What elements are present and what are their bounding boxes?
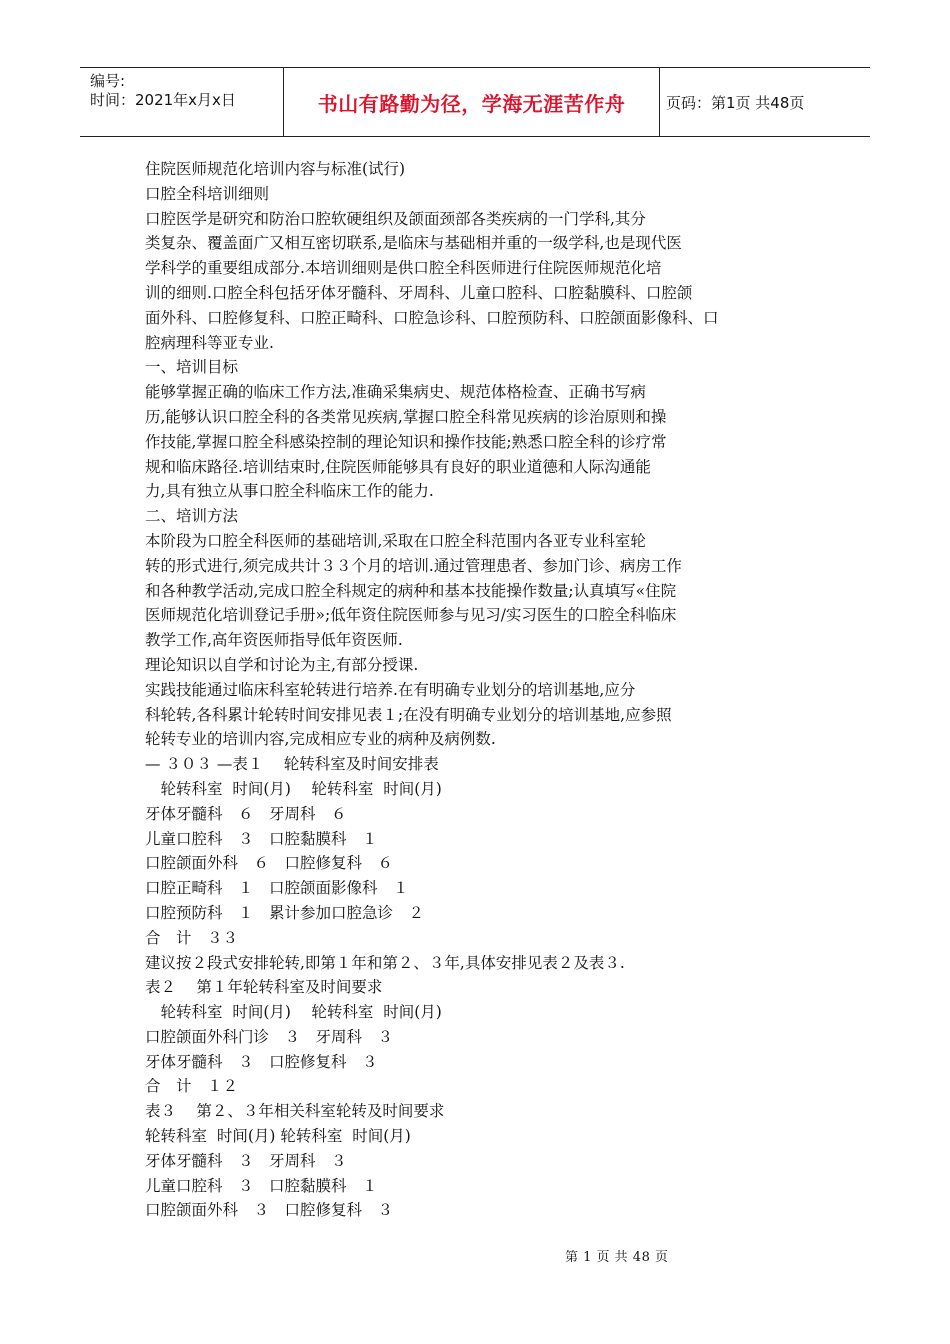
text-line: 口腔颌面外科门诊 ３ 牙周科 ３ bbox=[145, 1027, 394, 1046]
text-line: 儿童口腔科 ３ 口腔黏膜科 １ bbox=[145, 1176, 378, 1195]
text-line: 口腔颌面外科 ３ 口腔修复科 ３ bbox=[145, 1201, 394, 1220]
text-line: 实践技能通过临床科室轮转进行培养.在有明确专业划分的培训基地,应分 bbox=[145, 680, 636, 699]
document-date: 时间：2021年x月x日 bbox=[90, 91, 236, 109]
text-line: 口腔颌面外科 ６ 口腔修复科 ６ bbox=[145, 854, 394, 873]
text-line: 作技能,掌握口腔全科感染控制的理论知识和操作技能;熟悉口腔全科的诊疗常 bbox=[145, 432, 667, 451]
header-page-info: 页码：第1页 共48页 bbox=[666, 93, 805, 112]
text-line: 口腔全科培训细则 bbox=[145, 184, 270, 203]
text-line: 住院医师规范化培训内容与标准(试行) bbox=[145, 160, 406, 178]
header-motto: 书山有路勤为径，学海无涯苦作舟 bbox=[284, 68, 660, 136]
text-line: 能够掌握正确的临床工作方法,准确采集病史、规范体格检查、正确书写病 bbox=[145, 383, 646, 402]
text-line: 和各种教学活动,完成口腔全科规定的病种和基本技能操作数量;认真填写«住院 bbox=[145, 581, 677, 600]
text-line: 教学工作,高年资医师指导低年资医师. bbox=[145, 631, 403, 650]
text-line: 科轮转,各科累计轮转时间安排见表１;在没有明确专业划分的培训基地,应参照 bbox=[145, 705, 672, 724]
text-line: 面外科、口腔修复科、口腔正畸科、口腔急诊科、口腔预防科、口腔颌面影像科、口 bbox=[145, 308, 719, 327]
text-line: 表２ 第１年轮转科室及时间要求 bbox=[145, 978, 383, 997]
text-line: 口腔预防科 １ 累计参加口腔急诊 ２ bbox=[145, 903, 425, 922]
text-line: 牙体牙髓科 ６ 牙周科 ６ bbox=[145, 804, 347, 823]
text-line: 规和临床路径.培训结束时,住院医师能够具有良好的职业道德和人际沟通能 bbox=[145, 457, 651, 476]
text-line: 合 计 １２ bbox=[145, 1077, 239, 1096]
document-body bbox=[145, 157, 785, 1223]
text-line: 一、培训目标 bbox=[145, 358, 239, 377]
text-line: 本阶段为口腔全科医师的基础培训,采取在口腔全科范围内各亚专业科室轮 bbox=[145, 531, 646, 550]
text-line: 合 计 ３３ bbox=[145, 928, 239, 947]
text-line: 历,能够认识口腔全科的各类常见疾病,掌握口腔全科常见疾病的诊治原则和操 bbox=[145, 407, 667, 426]
page-footer: 第 1 页 共 48 页 bbox=[565, 1250, 669, 1265]
text-line: 理论知识以自学和讨论为主,有部分授课. bbox=[145, 655, 419, 674]
text-line: 轮转科室 时间(月) 轮转科室 时间(月) bbox=[145, 779, 442, 798]
text-line: 二、培训方法 bbox=[145, 507, 239, 526]
text-line: 建议按２段式安排轮转,即第１年和第２、３年,具体安排见表２及表３. bbox=[145, 953, 625, 972]
text-line: 牙体牙髓科 ３ 口腔修复科 ３ bbox=[145, 1052, 378, 1071]
text-line: 医师规范化培训登记手册»;低年资住院医师参与见习/实习医生的口腔全科临床 bbox=[145, 606, 677, 625]
text-line: 转的形式进行,须完成共计３３个月的培训.通过管理患者、参加门诊、病房工作 bbox=[145, 556, 682, 575]
text-line: 类复杂、覆盖面广又相互密切联系,是临床与基础相并重的一级学科,也是现代医 bbox=[145, 234, 682, 253]
text-line: 训的细则.口腔全科包括牙体牙髓科、牙周科、儿童口腔科、口腔黏膜科、口腔颌 bbox=[145, 283, 693, 302]
document-number-label: 编号: bbox=[90, 72, 126, 90]
text-line: — ３０３ —表１ 轮转科室及时间安排表 bbox=[145, 755, 439, 774]
text-line: 口腔正畸科 １ 口腔颌面影像科 １ bbox=[145, 879, 409, 898]
text-line: 儿童口腔科 ３ 口腔黏膜科 １ bbox=[145, 829, 378, 848]
page-header bbox=[80, 67, 870, 137]
text-line: 轮转科室 时间(月) 轮转科室 时间(月) bbox=[145, 1003, 442, 1022]
text-line: 腔病理科等亚专业. bbox=[145, 333, 274, 352]
header-meta-cell bbox=[80, 68, 284, 136]
text-line: 牙体牙髓科 ３ 牙周科 ３ bbox=[145, 1151, 347, 1170]
text-line: 轮转专业的培训内容,完成相应专业的病种及病例数. bbox=[145, 730, 496, 749]
text-line: 力,具有独立从事口腔全科临床工作的能力. bbox=[145, 482, 434, 501]
text-line: 表３ 第２、３年相关科室轮转及时间要求 bbox=[145, 1102, 445, 1121]
text-line: 学科学的重要组成部分.本培训细则是供口腔全科医师进行住院医师规范化培 bbox=[145, 259, 662, 278]
text-line: 轮转科室 时间(月) 轮转科室 时间(月) bbox=[145, 1127, 411, 1146]
text-line: 口腔医学是研究和防治口腔软硬组织及颌面颈部各类疾病的一门学科,其分 bbox=[145, 209, 646, 228]
